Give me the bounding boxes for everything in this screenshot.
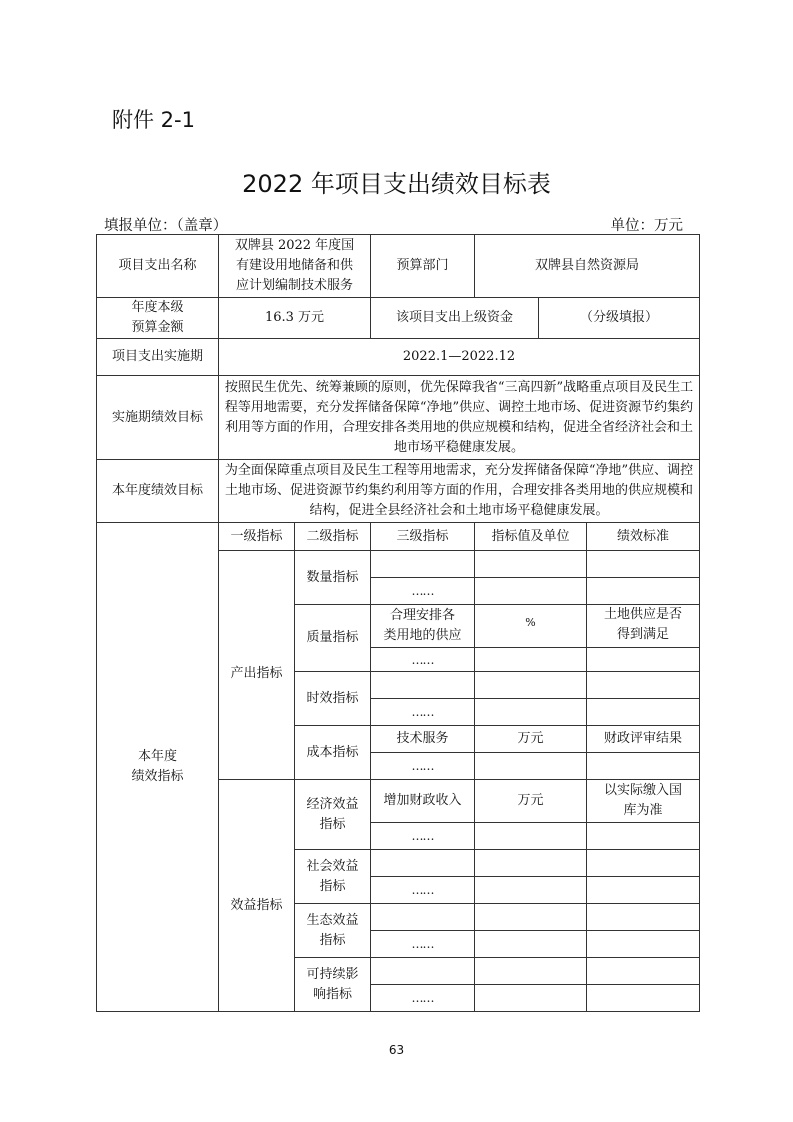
column-header: 二级指标: [295, 523, 371, 551]
standard-cell: [587, 904, 700, 931]
value-cell: [475, 985, 587, 1012]
budget-amount-label: [97, 298, 219, 339]
social-indicator-label: [295, 850, 371, 904]
standard-cell: [587, 672, 700, 699]
quality-level3-line: 合理安排各: [390, 608, 456, 623]
standard-cell: [587, 958, 700, 985]
budget-dept-label: 预算部门: [371, 235, 475, 298]
cost-level3: 技术服务: [371, 726, 475, 753]
filling-unit-label: 填报单位：（盖章）: [104, 218, 228, 234]
economic-standard: [587, 780, 700, 823]
quality-standard-line: 土地供应是否: [604, 607, 683, 622]
quality-standard: [587, 605, 700, 648]
indicator-section-label-line: 本年度: [137, 749, 177, 764]
project-name-row: [97, 235, 700, 298]
period-goal-label: 实施期绩效目标: [97, 376, 219, 460]
standard-cell: [587, 823, 700, 850]
period-goal-row: [97, 376, 700, 460]
currency-unit-label: 单位：万元: [610, 218, 683, 234]
value-cell: [475, 904, 587, 931]
cost-standard: 财政评审结果: [587, 726, 700, 753]
value-cell: [475, 823, 587, 850]
standard-cell: [587, 877, 700, 904]
standard-cell: [587, 985, 700, 1012]
value-cell: [475, 648, 587, 672]
period-label: 项目支出实施期: [97, 339, 219, 376]
ellipsis-cell: ……: [371, 823, 475, 850]
page-title: 2022 年项目支出绩效目标表: [242, 170, 551, 198]
standard-cell: [587, 551, 700, 578]
ellipsis-cell: ……: [371, 931, 475, 958]
project-name-line: 有建设用地储备和供: [236, 258, 354, 273]
year-goal-text: 为全面保障重点项目及民生工程等用地需求，充分发挥储备保障“净地”供应、调控土地市场、促进资源节约集约利用等方面的作用，合理安排各类用地的供应规模和结构，促进全县经济社会和土地市场平稳健康发展。: [219, 460, 700, 523]
standard-cell: [587, 931, 700, 958]
ellipsis-cell: ……: [371, 699, 475, 726]
social-indicator-line: 社会效益: [306, 858, 359, 874]
value-cell: [475, 958, 587, 985]
output-indicator-label: 产出指标: [219, 551, 295, 780]
quality-level3: [371, 605, 475, 648]
project-name-line: 应计划编制技术服务: [236, 278, 354, 293]
budget-amount-row: [97, 298, 700, 339]
timeliness-indicator-label: 时效指标: [295, 672, 371, 726]
value-cell: [475, 578, 587, 605]
performance-target-table: [96, 234, 700, 1012]
economic-standard-line: 库为准: [623, 803, 663, 818]
quality-indicator-label: 质量指标: [295, 605, 371, 672]
ellipsis-cell: ……: [371, 753, 475, 780]
column-header: 三级指标: [371, 523, 475, 551]
year-goal-row: [97, 460, 700, 523]
sustainable-indicator-line: 可持续影: [306, 966, 359, 982]
project-name-line: 双牌县 2022 年度国: [234, 238, 355, 253]
level3-cell: [371, 850, 475, 877]
value-cell: [475, 850, 587, 877]
quality-standard-line: 得到满足: [617, 627, 670, 642]
superior-funds-label: 该项目支出上级资金: [371, 298, 539, 339]
period-value: 2022.1—2022.12: [219, 339, 700, 376]
level3-cell: [371, 672, 475, 699]
standard-cell: [587, 850, 700, 877]
value-cell: [475, 672, 587, 699]
value-cell: [475, 931, 587, 958]
economic-standard-line: 以实际缴入国: [604, 783, 683, 798]
period-row: [97, 339, 700, 376]
cost-value: 万元: [475, 726, 587, 753]
ellipsis-cell: ……: [371, 578, 475, 605]
level3-cell: [371, 551, 475, 578]
ecological-indicator-line: 指标: [319, 932, 346, 948]
benefit-indicator-label: 效益指标: [219, 780, 295, 1012]
level3-cell: [371, 958, 475, 985]
budget-dept-value: 双牌县自然资源局: [475, 235, 700, 298]
ecological-indicator-label: [295, 904, 371, 958]
sustainable-indicator-label: [295, 958, 371, 1012]
budget-amount-label-line: 年度本级: [131, 300, 184, 315]
economic-indicator-line: 经济效益: [306, 796, 359, 812]
budget-amount-label-line: 预算金额: [131, 320, 184, 335]
indicator-section-label-line: 绩效指标: [131, 769, 184, 784]
column-header: 指标值及单位: [475, 523, 587, 551]
quality-level3-line: 类用地的供应: [383, 628, 462, 643]
sustainable-indicator-line: 响指标: [313, 986, 353, 1002]
value-cell: [475, 551, 587, 578]
standard-cell: [587, 753, 700, 780]
value-cell: [475, 699, 587, 726]
value-cell: [475, 753, 587, 780]
indicator-header-row: [97, 523, 700, 551]
cost-indicator-label: 成本指标: [295, 726, 371, 780]
ellipsis-cell: ……: [371, 985, 475, 1012]
column-header: 一级指标: [219, 523, 295, 551]
indicator-section-label: [97, 523, 219, 1012]
page-number: 63: [388, 1043, 405, 1057]
year-goal-label: 本年度绩效目标: [97, 460, 219, 523]
ellipsis-cell: ……: [371, 648, 475, 672]
value-cell: [475, 877, 587, 904]
period-goal-text: 按照民生优先、统筹兼顾的原则，优先保障我省“三高四新”战略重点项目及民生工程等用地需要，充分发挥储备保障“净地”供应、调控土地市场、促进资源节约集约利用等方面的作用，合理安排各类用地的供应规模和结构，促进全省经济社会和土地市场平稳健康发展。: [219, 376, 700, 460]
level3-cell: [371, 904, 475, 931]
budget-amount-value: 16.3 万元: [219, 298, 371, 339]
standard-cell: [587, 699, 700, 726]
column-header: 绩效标准: [587, 523, 700, 551]
standard-cell: [587, 578, 700, 605]
ecological-indicator-line: 生态效益: [306, 912, 359, 928]
quantity-indicator-label: 数量指标: [295, 551, 371, 605]
ellipsis-cell: ……: [371, 877, 475, 904]
quality-value: %: [475, 605, 587, 648]
social-indicator-line: 指标: [319, 878, 346, 894]
superior-funds-value: （分级填报）: [539, 298, 700, 339]
economic-value: 万元: [475, 780, 587, 823]
attachment-label: 附件 2-1: [112, 108, 195, 132]
economic-indicator-line: 指标: [319, 816, 346, 832]
economic-level3: 增加财政收入: [371, 780, 475, 823]
economic-indicator-label: [295, 780, 371, 850]
project-name-value: [219, 235, 371, 298]
standard-cell: [587, 648, 700, 672]
project-name-label: 项目支出名称: [97, 235, 219, 298]
